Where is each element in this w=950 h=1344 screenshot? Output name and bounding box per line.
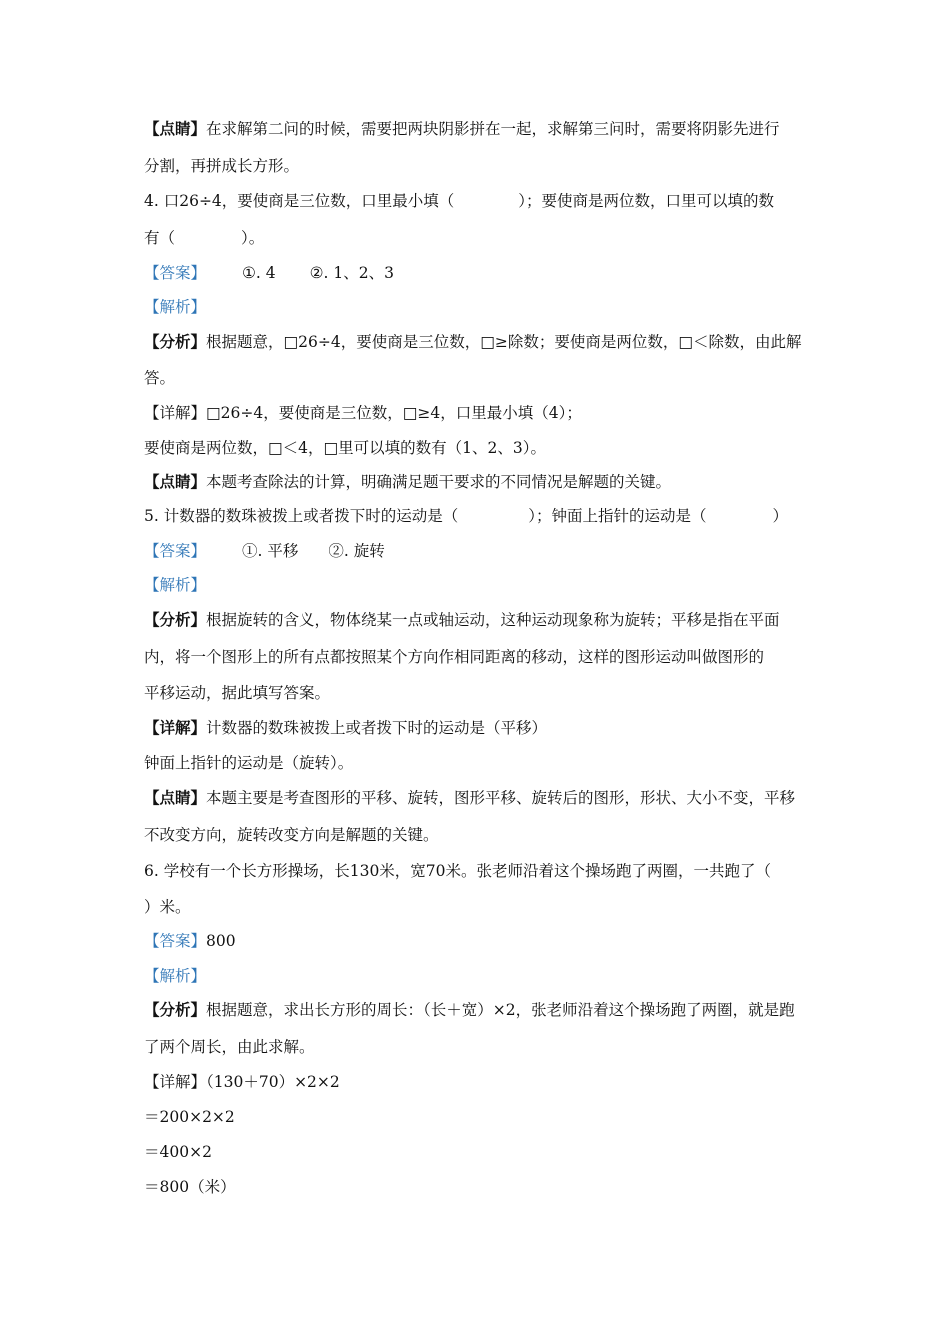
q5-fenxi-line1: 【分析】根据旋转的含义，物体绕某一点或轴运动，这种运动现象称为旋转；平移是指在平面 [144,610,780,629]
q4-answer: 【答案】 ①. 4 ②. 1、2、3 [144,264,394,282]
q5-xiangjie-line1: 【详解】计数器的数珠被拨上或者拨下时的运动是（平移） [144,718,548,737]
q6-analysis-tag: 【解析】 [144,967,207,985]
q6-xiangjie-line1: 【详解】（130＋70）×2×2 [144,1073,340,1091]
q4-tip: 【点睛】本题考查除法的计算，明确满足题干要求的不同情况是解题的关键。 [144,472,672,491]
q4-xiangjie-line2: 要使商是两位数，□＜4，□里可以填的数有（1、2、3）。 [144,439,546,457]
q6-calc-1: ＝200×2×2 [144,1108,235,1126]
q3-tip-line2: 分割，再拼成长方形。 [144,157,300,175]
q6-stem-line2: ）米。 [144,898,191,916]
q5-stem: 5. 计数器的数珠被拨上或者拨下时的运动是（ ）；钟面上指针的运动是（ ） [144,507,788,525]
q5-answer: 【答案】 ①. 平移 ②. 旋转 [144,542,385,560]
q5-analysis-tag: 【解析】 [144,576,207,594]
q4-stem-line1: 4. 口26÷4，要使商是三位数，口里最小填（ ）；要使商是两位数，口里可以填的数 [144,192,775,210]
q4-fenxi-line2: 答。 [144,369,176,387]
tip-tag: 【点睛】 [144,119,207,138]
q6-fenxi-line1: 【分析】根据题意，求出长方形的周长：（长＋宽）×2，张老师沿着这个操场跑了两圈，就是跑 [144,1000,795,1019]
q3-tip-line1: 【点睛】在求解第二问的时候，需要把两块阴影拼在一起，求解第三问时，需要将阴影先进行 [144,119,780,138]
q6-stem-line1: 6. 学校有一个长方形操场，长130米，宽70米。张老师沿着这个操场跑了两圈，一共跑了（ [144,862,772,880]
q5-xiangjie-line2: 钟面上指针的运动是（旋转）。 [144,754,354,772]
q4-stem-line2: 有（ ）。 [144,229,265,247]
q4-xiangjie-line1: 【详解】□26÷4，要使商是三位数，□≥4，口里最小填（4）； [144,404,582,422]
q6-calc-2: ＝400×2 [144,1143,212,1161]
q6-fenxi-line2: 了两个周长，由此求解。 [144,1038,315,1056]
q5-fenxi-line3: 平移运动，据此填写答案。 [144,684,331,702]
q5-tip-line1: 【点睛】本题主要是考查图形的平移、旋转，图形平移、旋转后的图形，形状、大小不变，平移 [144,788,796,807]
q5-tip-line2: 不改变方向，旋转改变方向是解题的关键。 [144,826,439,844]
q4-fenxi-line1: 【分析】根据题意，□26÷4，要使商是三位数，□≥除数；要使商是两位数，□＜除数，由此解 [144,332,802,351]
q5-fenxi-line2: 内，将一个图形上的所有点都按照某个方向作相同距离的移动，这样的图形运动叫做图形的 [144,648,765,666]
q6-calc-3: ＝800（米） [144,1178,236,1196]
q4-analysis-tag: 【解析】 [144,298,207,316]
answer-tag: 【答案】 [144,264,207,282]
q6-answer: 【答案】800 [144,932,236,950]
